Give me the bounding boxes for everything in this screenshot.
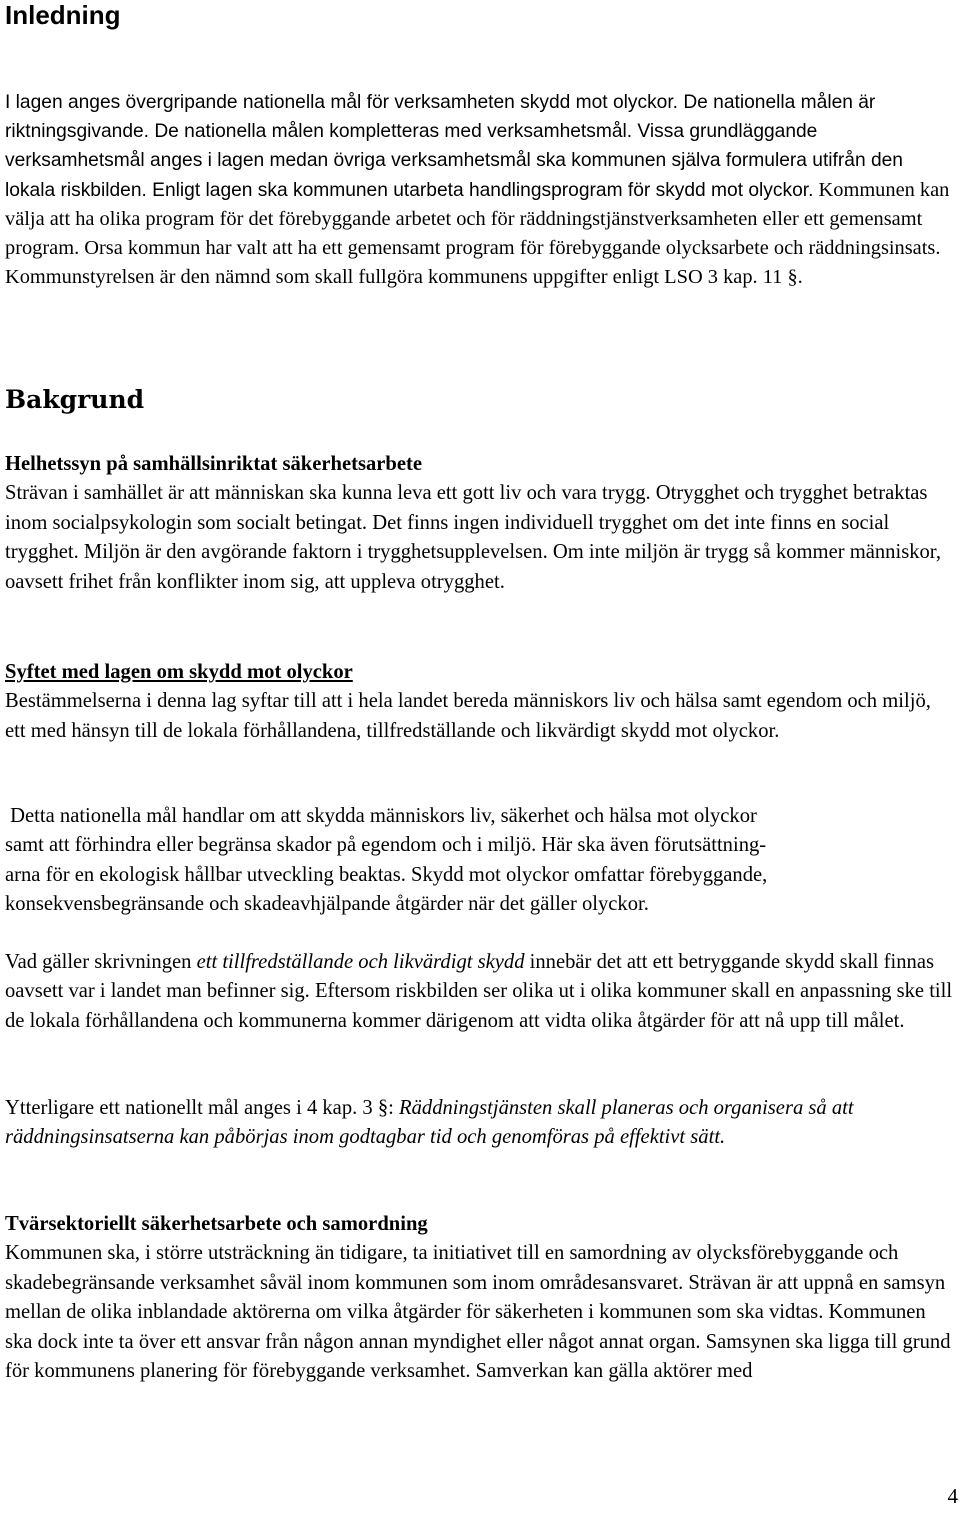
tvarsektoriellt-text: Kommunen ska, i större utsträckning än tidigare, ta initiativet till en samordning av olycksförebyggande och skadebegränsande verksamhet såväl inom kommunen som inom områdesansvaret. Strävan är att uppnå en samsyn mellan de olika inblandade aktörerna om vilka åtgärder för säkerheten i kommunen som ska vidtas. Kommunen ska dock inte ta över ett ansvar från någon annan myndighet eller något annat organ. Samsynen ska ligga till grund för kommunens planering för förebyggande verksamhet. Samverkan kan gälla aktörer med — [5, 1242, 951, 1383]
subheading-tvarsektoriellt: Tvärsektoriellt säkerhetsarbete och samordning — [5, 1213, 428, 1235]
page-number: 4 — [947, 1484, 958, 1508]
ytterligare-text-before: Ytterligare ett nationellt mål anges i 4 kap. 3 §: — [5, 1097, 400, 1119]
detta-line-1: Detta nationella mål handlar om att skydda människors liv, säkerhet och hälsa mot olyckor — [5, 805, 757, 827]
detta-line-3: arna för en ekologisk hållbar utveckling beaktas. Skydd mot olyckor omfattar förebyggande, — [5, 863, 768, 886]
subheading-helhetssyn: Helhetssyn på samhällsinriktat säkerhetsarbete — [5, 453, 423, 475]
intro-paragraph — [5, 88, 955, 292]
detta-paragraph — [5, 802, 955, 920]
detta-line-4: konsekvensbegränsande och skadeavhjälpande åtgärder när det gäller olyckor. — [5, 893, 649, 916]
helhetssyn-text: Strävan i samhället är att människan ska kunna leva ett gott liv och vara trygg. Otrygghet och trygghet betraktas inom socialpsykologin som socialt betingat. Det finns ingen individuell trygghet om det inte finns en social trygghet. Miljön är den avgörande faktorn i trygghetsupplevelsen. Om inte miljön är trygg så kommer människor, oavsett frihet från konflikter inom sig, att uppleva otrygghet. — [5, 482, 941, 593]
detta-line-2: samt att förhindra eller begränsa skador på egendom och i miljö. Här ska även förutsättning- — [5, 834, 767, 857]
subheading-syftet: Syftet med lagen om skydd mot olyckor — [5, 661, 353, 683]
vad-text-before: Vad gäller skrivningen — [5, 951, 197, 973]
ytterligare-text-italic: Räddningstjänsten skall planeras och organisera så att räddningsinsatserna kan påbörjas inom godtagbar tid och genomföras på effektivt sätt. — [5, 1097, 854, 1149]
page-title: Inledning — [5, 0, 121, 30]
intro-text-part2: Kommunen kan välja att ha olika program för det förebyggande arbetet och för räddningstjänstverksamheten eller ett gemensamt program. Orsa kommun har valt att ha ett gemensamt program för förebyggande olycksarbete och räddningsinsats. Kommunstyrelsen är den nämnd som skall fullgöra kommunens uppgifter enligt LSO 3 kap. 11 §. — [5, 178, 950, 289]
intro-text-part1: I lagen anges övergripande nationella mål för verksamheten skydd mot olyckor. De nationella målen är riktningsgivande. De nationella målen kompletteras med verksamhetsmål. Vissa grundläggande verksamhetsmål anges i lagen medan övriga verksamhetsmål ska kommunen själva formulera utifrån den lokala riskbilden. Enligt lagen ska kommunen utarbeta handlingsprogram för skydd mot olyckor. — [5, 92, 903, 201]
section-syftet — [5, 658, 955, 746]
section-tvarsektoriellt — [5, 1210, 955, 1386]
syftet-text: Bestämmelserna i denna lag syftar till att i hela landet bereda människors liv och hälsa samt egendom och miljö, ett med hänsyn till de lokala förhållandena, tillfredställande och likvärdigt skydd mot olyckor. — [5, 690, 931, 742]
vad-text-after: innebär det att ett betryggande skydd skall finnas oavsett var i landet man befinner sig. Eftersom riskbilden ser olika ut i olika kommuner skall en anpassning ske till de lokala förhållandena och kommunerna kommer därigenom att vidta olika åtgärder för att nå upp till målet. — [5, 951, 953, 1032]
section-helhetssyn — [5, 450, 955, 597]
section-heading-bakgrund: Bakgrund — [5, 385, 145, 414]
vad-text-italic: ett tillfredställande och likvärdigt skydd — [196, 951, 525, 973]
vad-paragraph — [5, 948, 955, 1036]
ytterligare-paragraph — [5, 1094, 955, 1153]
